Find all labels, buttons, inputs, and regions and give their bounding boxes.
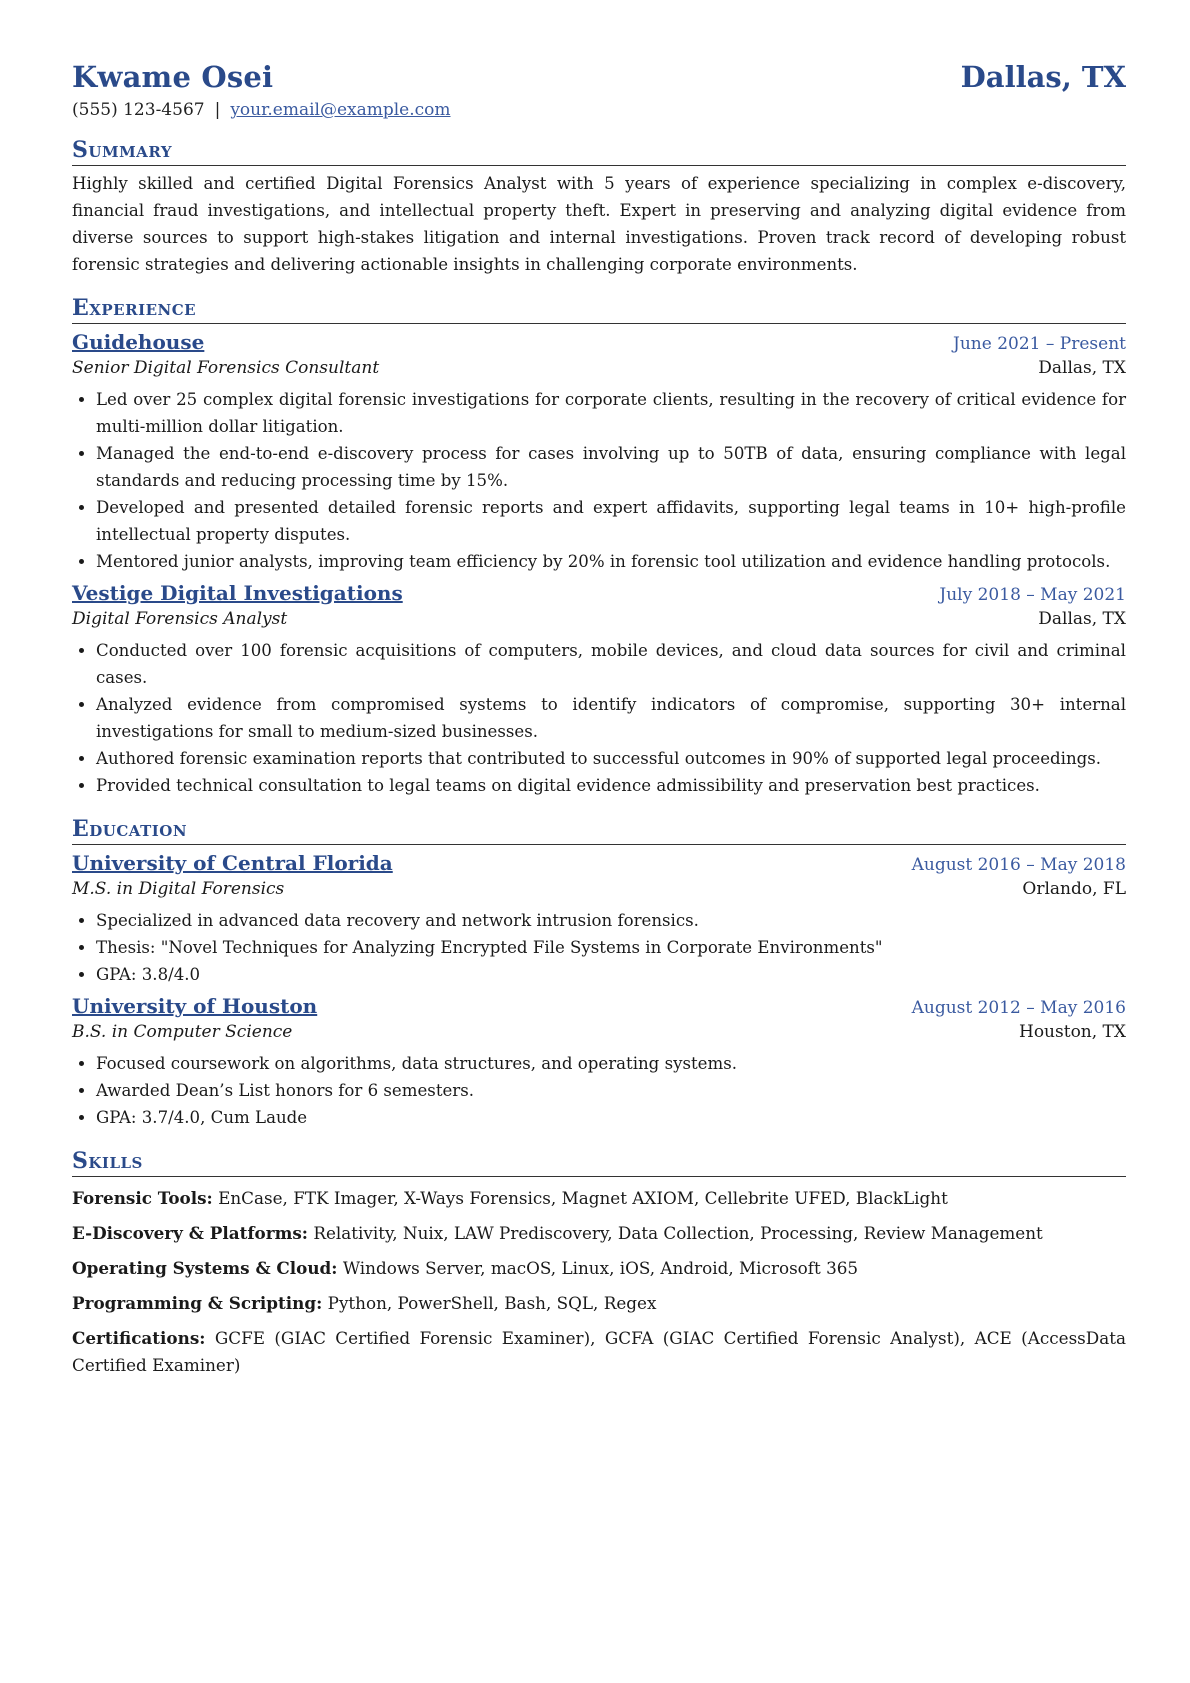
skill-label: E-Discovery & Platforms: <box>72 1223 308 1243</box>
candidate-name: Kwame Osei <box>72 60 274 94</box>
job-title: Senior Digital Forensics Consultant <box>72 358 380 378</box>
skill-row <box>72 1220 1126 1247</box>
skill-label: Operating Systems & Cloud: <box>72 1258 338 1278</box>
job-title: Digital Forensics Analyst <box>72 609 288 629</box>
list-item: • Thesis: "Novel Techniques for Analyzing Encrypted File Systems in Corporate Environments" <box>96 934 1126 961</box>
experience-entry <box>72 330 1126 575</box>
list-item: • Analyzed evidence from compromised systems to identify indicators of compromise, supporting 30+ internal investigations for small to medium-sized businesses. <box>96 691 1126 745</box>
experience-entry <box>72 581 1126 799</box>
job-location: Dallas, TX <box>1038 358 1126 378</box>
skill-label: Certifications: <box>72 1328 206 1348</box>
skill-value: Relativity, Nuix, LAW Prediscovery, Data Collection, Processing, Review Management <box>313 1223 1043 1243</box>
employer-link[interactable]: Guidehouse <box>72 330 205 354</box>
list-item: • Developed and presented detailed forensic reports and expert affidavits, supporting legal teams in 10+ high-profile intellectual property disputes. <box>96 494 1126 548</box>
candidate-location: Dallas, TX <box>960 60 1126 94</box>
school-link[interactable]: University of Central Florida <box>72 851 393 875</box>
employment-dates: July 2018 – May 2021 <box>939 585 1126 605</box>
bullet-list <box>72 1050 1126 1131</box>
skill-row <box>72 1255 1126 1282</box>
skill-value: GCFE (GIAC Certified Forensic Examiner), GCFA (GIAC Certified Forensic Analyst), ACE (AccessData Certified Examiner) <box>72 1328 1126 1375</box>
list-item: • Managed the end-to-end e-discovery process for cases involving up to 50TB of data, ensuring compliance with legal standards and reducing processing time by 15%. <box>96 440 1126 494</box>
contact-row <box>72 100 1126 120</box>
list-item: • Focused coursework on algorithms, data structures, and operating systems. <box>96 1050 1126 1077</box>
list-item: • Led over 25 complex digital forensic investigations for corporate clients, resulting in the recovery of critical evidence for multi-million dollar litigation. <box>96 386 1126 440</box>
job-location: Dallas, TX <box>1038 609 1126 629</box>
email-link[interactable]: your.email@example.com <box>230 100 451 120</box>
list-item: • Awarded Dean’s List honors for 6 semesters. <box>96 1077 1126 1104</box>
bullet-list <box>72 637 1126 799</box>
bullet-list <box>72 386 1126 575</box>
degree: B.S. in Computer Science <box>72 1022 293 1042</box>
list-item: • Provided technical consultation to legal teams on digital evidence admissibility and preservation best practices. <box>96 772 1126 799</box>
employment-dates: June 2021 – Present <box>953 334 1126 354</box>
section-title-skills: Skills <box>72 1147 1126 1177</box>
skill-label: Programming & Scripting: <box>72 1293 323 1313</box>
skill-row <box>72 1290 1126 1317</box>
education-dates: August 2016 – May 2018 <box>911 855 1126 875</box>
skill-row <box>72 1325 1126 1379</box>
header <box>72 60 1126 94</box>
summary-text: Highly skilled and certified Digital Forensics Analyst with 5 years of experience specializing in complex e-discovery, financial fraud investigations, and intellectual property theft. Expert in preserving and analyzing digital evidence from diverse sources to support high-stakes litigation and internal investigations. Proven track record of developing robust forensic strategies and delivering actionable insights in challenging corporate environments. <box>72 174 1126 274</box>
degree: M.S. in Digital Forensics <box>72 879 285 899</box>
bullet-list <box>72 907 1126 988</box>
list-item: • Specialized in advanced data recovery and network intrusion forensics. <box>96 907 1126 934</box>
school-link[interactable]: University of Houston <box>72 994 318 1018</box>
skill-row <box>72 1185 1126 1212</box>
section-title-summary: Summary <box>72 136 1126 166</box>
list-item: • Conducted over 100 forensic acquisitions of computers, mobile devices, and cloud data sources for civil and criminal cases. <box>96 637 1126 691</box>
skill-value: Python, PowerShell, Bash, SQL, Regex <box>327 1293 657 1313</box>
section-title-experience: Experience <box>72 294 1126 324</box>
list-item: • GPA: 3.7/4.0, Cum Laude <box>96 1104 1126 1131</box>
skill-label: Forensic Tools: <box>72 1188 213 1208</box>
resume-page <box>72 60 1126 1379</box>
phone-number: (555) 123-4567 <box>72 100 205 120</box>
list-item: • Authored forensic examination reports that contributed to successful outcomes in 90% of supported legal proceedings. <box>96 745 1126 772</box>
education-dates: August 2012 – May 2016 <box>911 998 1126 1018</box>
education-entry <box>72 851 1126 988</box>
list-item: • Mentored junior analysts, improving team efficiency by 20% in forensic tool utilization and evidence handling protocols. <box>96 548 1126 575</box>
section-title-education: Education <box>72 815 1126 845</box>
education-entry <box>72 994 1126 1131</box>
employer-link[interactable]: Vestige Digital Investigations <box>72 581 403 605</box>
skill-value: EnCase, FTK Imager, X-Ways Forensics, Magnet AXIOM, Cellebrite UFED, BlackLight <box>218 1188 948 1208</box>
skill-value: Windows Server, macOS, Linux, iOS, Android, Microsoft 365 <box>342 1258 859 1278</box>
contact-separator: | <box>214 100 221 120</box>
school-location: Orlando, FL <box>1022 879 1126 899</box>
list-item: • GPA: 3.8/4.0 <box>96 961 1126 988</box>
school-location: Houston, TX <box>1019 1022 1126 1042</box>
